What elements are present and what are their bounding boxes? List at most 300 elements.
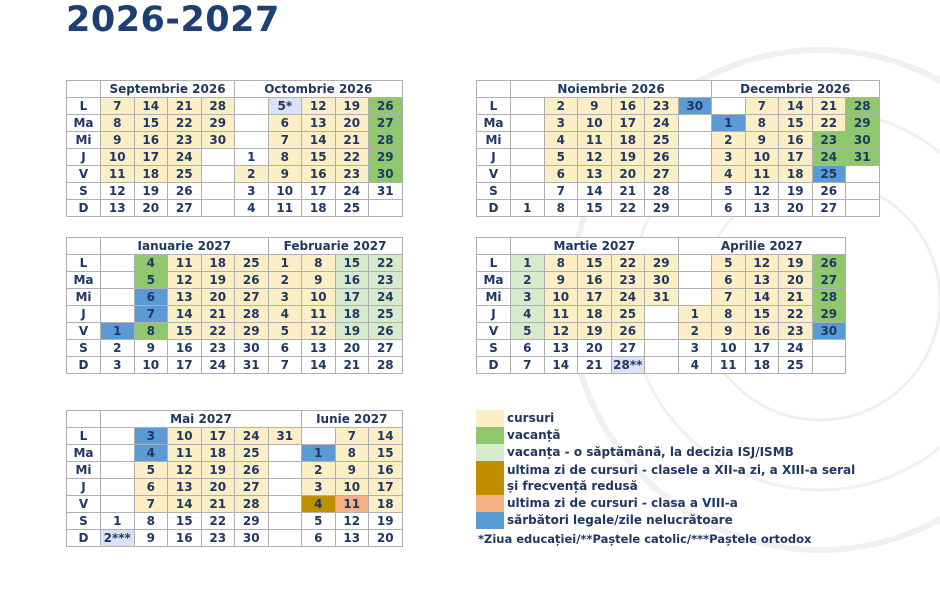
calendar-day [846, 200, 880, 217]
calendar-day: 24 [168, 149, 202, 166]
calendar-day [511, 183, 545, 200]
calendar-day: 10 [578, 115, 612, 132]
legend-swatch [476, 427, 504, 444]
calendar-day: 3 [678, 340, 712, 357]
calendar-day: 16 [578, 272, 612, 289]
calendar-day: 22 [369, 255, 403, 272]
calendar-day [511, 166, 545, 183]
calendar-day: 14 [168, 496, 202, 513]
calendar-day: 20 [578, 340, 612, 357]
month-name: Martie 2027 [511, 238, 679, 255]
calendar-day: 7 [335, 428, 369, 445]
calendar-day: 11 [101, 166, 135, 183]
page-title: 2026-2027 [66, 0, 280, 40]
calendar-day: 2 [544, 98, 578, 115]
calendar-day: 21 [812, 98, 846, 115]
legend-swatch [476, 410, 504, 427]
calendar-day: 29 [645, 200, 679, 217]
legend-swatch [476, 461, 504, 495]
calendar-day: 31 [846, 149, 880, 166]
calendar-day: 28 [645, 183, 679, 200]
calendar-day: 20 [335, 340, 369, 357]
calendar-day: 23 [812, 132, 846, 149]
calendar-day: 11 [544, 306, 578, 323]
calendar-day: 9 [101, 132, 135, 149]
calendar-day: 26 [611, 323, 645, 340]
calendar-day: 25 [369, 306, 403, 323]
calendar-day: 2 [302, 462, 336, 479]
calendar-day: 26 [645, 149, 679, 166]
calendar-day: 23 [611, 272, 645, 289]
calendar-day: 6 [268, 115, 302, 132]
calendar-day: 9 [578, 98, 612, 115]
calendar-day [645, 323, 679, 340]
calendar-day [812, 340, 846, 357]
calendar-day: 6 [712, 272, 746, 289]
calendar-day: 16 [369, 462, 403, 479]
calendar-day: 16 [611, 98, 645, 115]
calendar-day: 16 [302, 166, 336, 183]
calendar-day [101, 255, 135, 272]
calendar-day [235, 115, 269, 132]
weekday-label: D [477, 200, 511, 217]
calendar-day: 11 [335, 496, 369, 513]
calendar-day: 18 [201, 445, 235, 462]
calendar-day: 8 [544, 255, 578, 272]
calendar-day: 6 [268, 340, 302, 357]
calendar-day: 15 [578, 200, 612, 217]
calendar-day: 10 [544, 289, 578, 306]
calendar-day: 14 [578, 183, 612, 200]
calendar-day: 19 [779, 183, 813, 200]
calendar-day: 22 [611, 255, 645, 272]
calendar-day: 13 [302, 115, 336, 132]
calendar-day: 21 [168, 98, 202, 115]
weekday-label: J [67, 149, 101, 166]
calendar-day: 9 [712, 323, 746, 340]
calendar-day: 8 [134, 323, 168, 340]
calendar-day: 19 [611, 149, 645, 166]
calendar-day: 27 [235, 479, 269, 496]
header-blank [67, 81, 101, 98]
legend-item [476, 410, 876, 427]
calendar-day: 25 [812, 166, 846, 183]
weekday-label: D [477, 357, 511, 374]
weekday-label: L [477, 98, 511, 115]
calendar-day: 10 [101, 149, 135, 166]
calendar-day [678, 200, 712, 217]
weekday-label: S [477, 340, 511, 357]
calendar-day: 21 [611, 183, 645, 200]
calendar-day: 3 [134, 428, 168, 445]
calendar-day: 4 [235, 200, 269, 217]
calendar-day: 28 [369, 357, 403, 374]
calendar-day: 1 [268, 255, 302, 272]
calendar-day: 23 [201, 340, 235, 357]
calendar-day: 29 [235, 513, 269, 530]
calendar-day: 9 [134, 340, 168, 357]
calendar-day [511, 98, 545, 115]
calendar-day: 9 [544, 272, 578, 289]
calendar-day [268, 530, 302, 547]
calendar-day: 11 [712, 357, 746, 374]
calendar-day: 28 [235, 496, 269, 513]
calendar-day: 1 [511, 255, 545, 272]
calendar-day: 14 [302, 132, 336, 149]
calendar-day: 12 [101, 183, 135, 200]
calendar-day: 31 [268, 428, 302, 445]
calendar-day [511, 149, 545, 166]
calendar-day: 20 [201, 289, 235, 306]
calendar-day [645, 340, 679, 357]
calendar-day [678, 255, 712, 272]
legend-swatch [476, 512, 504, 529]
calendar-day: 19 [335, 323, 369, 340]
weekday-label: L [67, 428, 101, 445]
calendar-day: 7 [745, 98, 779, 115]
calendar-day: 19 [201, 272, 235, 289]
calendar-day: 21 [779, 289, 813, 306]
calendar-day: 17 [168, 357, 202, 374]
weekday-label: J [477, 149, 511, 166]
calendar-day: 20 [335, 115, 369, 132]
calendar-day: 22 [611, 200, 645, 217]
calendar-day: 29 [846, 115, 880, 132]
calendar-day: 22 [201, 513, 235, 530]
weekday-label: D [67, 200, 101, 217]
calendar-day: 13 [335, 530, 369, 547]
calendar-day: 31 [645, 289, 679, 306]
calendar-day: 7 [101, 98, 135, 115]
calendar-day: 11 [745, 166, 779, 183]
calendar-day: 10 [268, 183, 302, 200]
calendar-day: 27 [812, 200, 846, 217]
legend [476, 410, 876, 529]
calendar-day: 24 [335, 183, 369, 200]
calendar-day: 23 [779, 323, 813, 340]
calendar-day: 17 [611, 115, 645, 132]
weekday-label: Mi [67, 289, 101, 306]
calendar-day [511, 115, 545, 132]
calendar-day: 18 [134, 166, 168, 183]
calendar-block [476, 80, 880, 217]
calendar-day: 27 [812, 272, 846, 289]
calendar-day: 24 [812, 149, 846, 166]
calendar-day: 4 [511, 306, 545, 323]
legend-label: cursuri [507, 411, 555, 425]
calendar-day: 6 [712, 200, 746, 217]
calendar-day: 26 [235, 272, 269, 289]
calendar-day: 30 [645, 272, 679, 289]
weekday-label: V [477, 323, 511, 340]
calendar-day [268, 513, 302, 530]
calendar-day: 7 [511, 357, 545, 374]
calendar-day: 11 [168, 445, 202, 462]
calendar-day: 25 [779, 357, 813, 374]
calendar-day: 22 [168, 115, 202, 132]
calendar-day [712, 98, 746, 115]
calendar-day [678, 132, 712, 149]
calendar-day: 13 [168, 479, 202, 496]
calendar-day: 23 [168, 132, 202, 149]
calendar-day: 21 [335, 357, 369, 374]
calendar-day: 31 [369, 183, 403, 200]
calendar-day: 24 [611, 289, 645, 306]
calendar-day: 18 [611, 132, 645, 149]
calendar-day: 14 [745, 289, 779, 306]
calendar-day: 4 [134, 445, 168, 462]
calendar-day: 17 [578, 289, 612, 306]
calendar-day [678, 289, 712, 306]
calendar-day: 7 [268, 132, 302, 149]
calendar-day: 16 [779, 132, 813, 149]
calendar-day: 16 [168, 340, 202, 357]
calendar-day: 16 [745, 323, 779, 340]
calendar-day: 10 [168, 428, 202, 445]
calendar-day: 21 [201, 306, 235, 323]
calendar-day: 26 [369, 98, 403, 115]
calendar-day: 28 [812, 289, 846, 306]
calendar-day: 14 [302, 357, 336, 374]
calendar-day [846, 166, 880, 183]
weekday-label: S [67, 513, 101, 530]
calendar-day: 14 [168, 306, 202, 323]
calendar-day: 28 [235, 306, 269, 323]
calendar-day [678, 115, 712, 132]
calendar-day [235, 98, 269, 115]
calendar-day: 3 [511, 289, 545, 306]
calendar-day: 1 [302, 445, 336, 462]
calendar-day: 31 [235, 357, 269, 374]
calendar-day: 1 [511, 200, 545, 217]
legend-item [476, 444, 876, 461]
calendar-day: 21 [335, 132, 369, 149]
calendar-day: 6 [134, 479, 168, 496]
calendar-day [678, 166, 712, 183]
calendar-day [678, 183, 712, 200]
calendar-day: 14 [779, 98, 813, 115]
calendar-day: 10 [712, 340, 746, 357]
calendar-day: 24 [235, 428, 269, 445]
calendar-day: 11 [302, 306, 336, 323]
calendar-day: 30 [369, 166, 403, 183]
calendar-day: 30 [812, 323, 846, 340]
calendar-day: 25 [235, 445, 269, 462]
calendar-day: 19 [578, 323, 612, 340]
weekday-label: L [67, 255, 101, 272]
calendar-day: 17 [335, 289, 369, 306]
calendar-day: 9 [268, 166, 302, 183]
calendar-day [101, 479, 135, 496]
calendar-day: 5 [134, 462, 168, 479]
calendar-day [678, 149, 712, 166]
legend-label: ultima zi de cursuri - clasa a VIII-a [507, 496, 738, 510]
calendar-day [812, 357, 846, 374]
calendar-day: 4 [134, 255, 168, 272]
calendar-day: 22 [335, 149, 369, 166]
calendar-day: 20 [611, 166, 645, 183]
calendar-day: 2 [101, 340, 135, 357]
calendar-day: 23 [369, 272, 403, 289]
calendar-day: 26 [812, 183, 846, 200]
calendar-day: 1 [235, 149, 269, 166]
calendar-day [101, 306, 135, 323]
calendar-day: 5 [134, 272, 168, 289]
weekday-label: Ma [67, 115, 101, 132]
month-name: Decembrie 2026 [712, 81, 880, 98]
calendar-day: 12 [168, 272, 202, 289]
calendar-day: 15 [134, 115, 168, 132]
calendar-day: 15 [779, 115, 813, 132]
weekday-label: S [67, 340, 101, 357]
calendar-day: 22 [779, 306, 813, 323]
calendar-day: 8 [101, 115, 135, 132]
calendar-day: 9 [302, 272, 336, 289]
calendar-day [369, 200, 403, 217]
calendar-day: 28** [611, 357, 645, 374]
calendar-day: 12 [302, 323, 336, 340]
calendar-day: 19 [335, 98, 369, 115]
calendar-block [66, 237, 403, 374]
calendar-day: 24 [779, 340, 813, 357]
calendar-day: 30 [235, 340, 269, 357]
calendar-day: 4 [678, 357, 712, 374]
calendar-day: 18 [369, 496, 403, 513]
calendar-day: 17 [201, 428, 235, 445]
calendar-day: 7 [268, 357, 302, 374]
calendar-day: 30 [235, 530, 269, 547]
legend-label: ultima zi de cursuri - clasele a XII-a zi, a XIII-a seral și frecvență redusă [507, 463, 856, 493]
header-blank [67, 238, 101, 255]
calendar-block [476, 237, 846, 374]
weekday-label: Mi [67, 462, 101, 479]
weekday-label: J [67, 306, 101, 323]
calendar-day: 26 [168, 183, 202, 200]
calendar-day: 2 [235, 166, 269, 183]
weekday-label: J [67, 479, 101, 496]
weekday-label: Ma [67, 445, 101, 462]
calendar-day: 20 [779, 272, 813, 289]
calendar-day: 7 [134, 306, 168, 323]
calendar-day: 25 [645, 132, 679, 149]
calendar-day: 18 [335, 306, 369, 323]
calendar-day: 10 [745, 149, 779, 166]
calendar-day: 9 [335, 462, 369, 479]
month-name: Mai 2027 [101, 411, 302, 428]
calendar-day: 26 [369, 323, 403, 340]
calendar-day: 16 [335, 272, 369, 289]
calendar-day: 8 [544, 200, 578, 217]
calendar-day: 28 [201, 98, 235, 115]
calendar-day: 21 [201, 496, 235, 513]
month-name: Ianuarie 2027 [101, 238, 269, 255]
weekday-label: V [67, 323, 101, 340]
calendar-day: 5* [268, 98, 302, 115]
calendar-day [201, 149, 235, 166]
calendar-day: 26 [812, 255, 846, 272]
calendar-day: 8 [745, 115, 779, 132]
legend-label: sărbători legale/zile nelucrătoare [507, 513, 733, 527]
calendar-day: 24 [201, 357, 235, 374]
weekday-label: D [67, 530, 101, 547]
calendar-day [268, 479, 302, 496]
calendar-day: 12 [168, 462, 202, 479]
calendar-day: 14 [369, 428, 403, 445]
calendar-day: 19 [134, 183, 168, 200]
calendar-day: 25 [335, 200, 369, 217]
calendar-day: 27 [235, 289, 269, 306]
calendar-day: 11 [168, 255, 202, 272]
calendar-day: 2 [511, 272, 545, 289]
calendar-day: 15 [335, 255, 369, 272]
calendar-day: 5 [302, 513, 336, 530]
calendar-day: 17 [302, 183, 336, 200]
calendar-day: 26 [235, 462, 269, 479]
calendar-day: 28 [846, 98, 880, 115]
legend-item [476, 461, 876, 495]
calendar-day: 12 [544, 323, 578, 340]
calendar-day: 19 [779, 255, 813, 272]
calendar-day [846, 183, 880, 200]
calendar-day: 3 [101, 357, 135, 374]
calendar-day: 3 [544, 115, 578, 132]
calendar-day: 1 [712, 115, 746, 132]
weekday-label: Ma [477, 115, 511, 132]
calendar-day: 15 [369, 445, 403, 462]
calendar-day: 29 [235, 323, 269, 340]
calendar-day: 27 [369, 340, 403, 357]
calendar-day [101, 462, 135, 479]
calendar-day [201, 200, 235, 217]
month-name: Octombrie 2026 [235, 81, 403, 98]
calendar-day: 18 [745, 357, 779, 374]
calendar-day: 2*** [101, 530, 135, 547]
calendar-day [645, 306, 679, 323]
calendar-day: 9 [745, 132, 779, 149]
weekday-label: L [67, 98, 101, 115]
calendar-day: 20 [779, 200, 813, 217]
calendar-day: 27 [168, 200, 202, 217]
weekday-label: V [67, 166, 101, 183]
calendar-day: 17 [134, 149, 168, 166]
calendar-day: 7 [712, 289, 746, 306]
month-name: Februarie 2027 [268, 238, 402, 255]
calendar-day [235, 132, 269, 149]
header-blank [477, 238, 511, 255]
calendar-day: 8 [335, 445, 369, 462]
calendar-day [678, 272, 712, 289]
calendar-day: 15 [578, 255, 612, 272]
calendar-day: 5 [511, 323, 545, 340]
calendar-day: 22 [201, 323, 235, 340]
calendar-day: 25 [168, 166, 202, 183]
weekday-label: D [67, 357, 101, 374]
weekday-label: S [477, 183, 511, 200]
calendar-day: 28 [369, 132, 403, 149]
calendar-day: 17 [779, 149, 813, 166]
calendar-day: 3 [235, 183, 269, 200]
calendar-day [268, 445, 302, 462]
calendar-day: 15 [302, 149, 336, 166]
weekday-label: V [477, 166, 511, 183]
calendar-day: 4 [544, 132, 578, 149]
calendar-day: 12 [335, 513, 369, 530]
calendar-day: 15 [168, 513, 202, 530]
calendar-day: 6 [511, 340, 545, 357]
calendar-day: 20 [201, 479, 235, 496]
footnote: *Ziua educației/**Paștele catolic/***Paștele ortodox [478, 532, 812, 546]
calendar-day: 23 [201, 530, 235, 547]
